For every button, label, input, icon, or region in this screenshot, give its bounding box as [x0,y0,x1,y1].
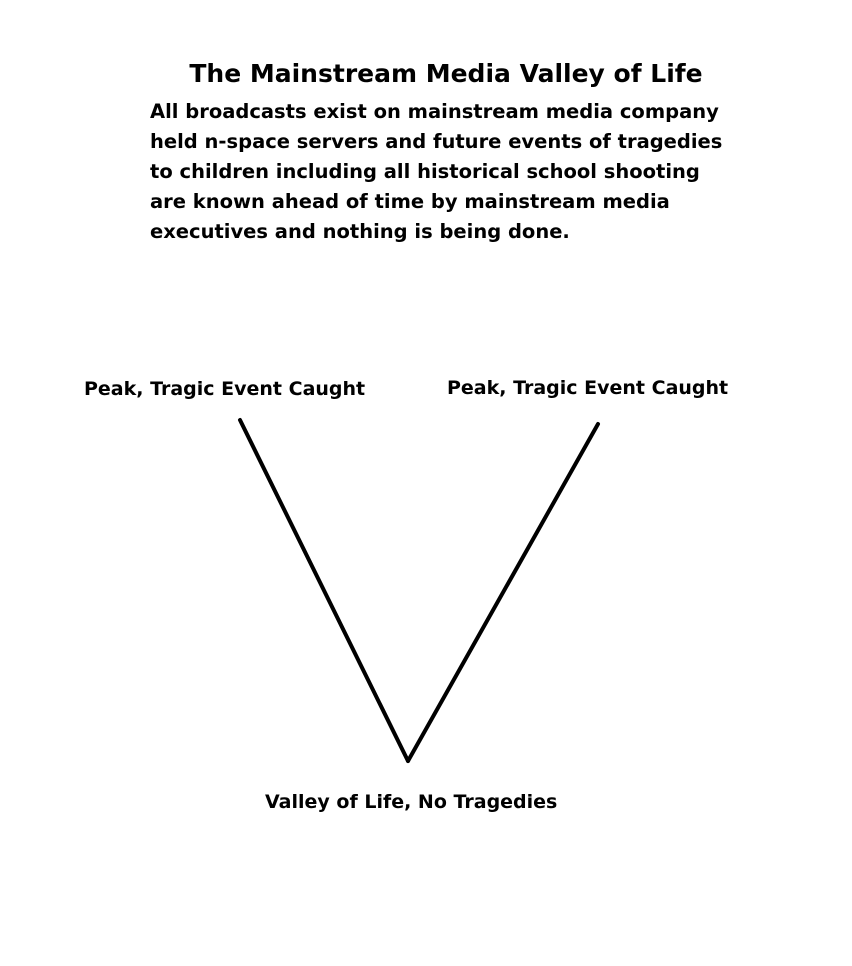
diagram-title: The Mainstream Media Valley of Life [189,59,703,88]
description-line: held n-space servers and future events of tragedies [150,130,723,153]
right-slope-line [408,424,598,761]
peak-left-label: Peak, Tragic Event Caught [84,378,366,400]
description-line: are known ahead of time by mainstream media [150,190,670,213]
valley-label: Valley of Life, No Tragedies [265,791,558,813]
peak-right-label: Peak, Tragic Event Caught [447,377,729,399]
description-line: to children including all historical school shooting [150,160,700,183]
description-line: All broadcasts exist on mainstream media company [150,100,719,123]
description-line: executives and nothing is being done. [150,220,570,243]
left-slope-line [240,420,408,761]
